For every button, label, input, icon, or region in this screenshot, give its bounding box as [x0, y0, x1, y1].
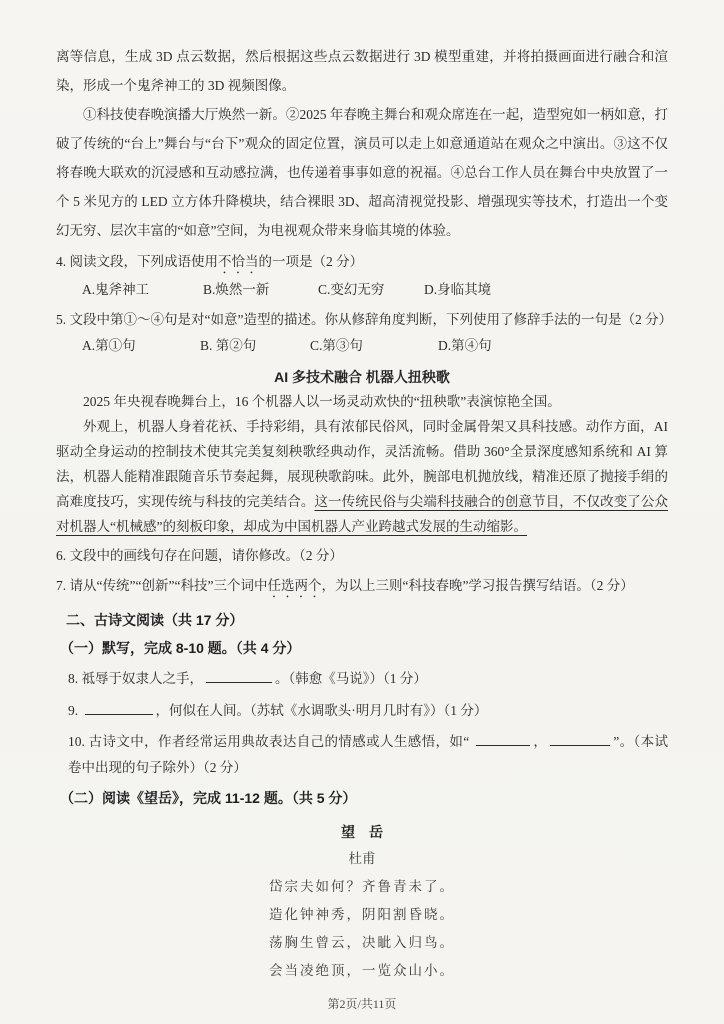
poem-line: 荡胸生曾云，决眦入归鸟。 [269, 935, 455, 950]
text-segment: 10. 古诗文中，作者经常运用典故表达自己的情感或人生感悟，如“ [68, 734, 473, 749]
question-10-prompt [56, 729, 668, 781]
paragraph-robots-intro: 2025 年央视春晚舞台上，16 个机器人以一场灵动欢快的“扭秧歌”表演惊艳全国。 [83, 394, 561, 409]
option-b: B.焕然一新 [203, 282, 270, 297]
poem-line: 会当凌绝顶，一览众山小。 [269, 963, 455, 978]
page-number-footer: 第2页/共11页 [327, 997, 397, 1011]
article-heading-ai-yangge: AI 多技术融合 机器人扭秧歌 [274, 369, 450, 385]
text-segment: 不恰当 [218, 254, 259, 269]
text-segment: 的一项是（2 分） [258, 254, 364, 269]
option-a: A.第①句 [82, 338, 136, 353]
option-a: A.鬼斧神工 [82, 282, 150, 297]
answer-blank [85, 701, 153, 715]
question-6-prompt: 6. 文段中的画线句存在问题，请你修改。（2 分） [56, 548, 343, 563]
answer-blank [206, 669, 272, 683]
text-segment: ，何似在人间。（苏轼《水调歌头·明月几时有》）（1 分） [155, 703, 488, 718]
answer-blank [550, 732, 610, 746]
text-segment: 8. 祗辱于奴隶人之手， [68, 671, 203, 686]
paragraph-ruyi-stage: ①科技使春晚演播大厅焕然一新。②2025 年春晚主舞台和观众席连在一起，造型宛如一柄如意，打破了传统的“台上”舞台与“台下”观众的固定位置，演员可以走上如意通道站在观众之中演出。③这不仅将春晚大联欢的沉浸感和互动感拉满，也传递着事事如意的祝福。④总台工作人员在舞台中央放置了一个 5 米见方的 LED 立方体升降模块，结合裸眼 3D、超高清视觉投影、增强现实等技术，打造出一个变幻无穷、层次丰富的“如意”空间，为电视观众带来身临其境的体验。 [56, 107, 668, 238]
section-2-header: 二、古诗文阅读（共 17 分） [66, 612, 244, 628]
text-segment: ，为以上三则“科技春晚”学习报告撰写结语。（2 分） [321, 578, 634, 593]
poem-line: 造化钟神秀，阴阳割昏晓。 [269, 907, 455, 922]
paragraph-robots-detail [56, 414, 668, 539]
subsection-2-header: （二）阅读《望岳》，完成 11-12 题。（共 5 分） [60, 790, 357, 806]
poem-title: 望 岳 [341, 824, 383, 840]
question-7-prompt [56, 573, 668, 601]
text-segment: 这一传统民俗与尖端科技融合的创意节目，不仅改变了公众对机器人“机械感”的刻板印象，却成为中国机器人产业跨越式发展的生动缩影。 [56, 494, 669, 534]
answer-blank [476, 732, 530, 746]
text-segment: 。（韩愈《马说》）（1 分） [275, 671, 427, 686]
poem-wang-yue [56, 819, 668, 985]
question-4-prompt [56, 249, 668, 277]
option-d: D.第④句 [438, 338, 492, 353]
option-c: C.第③句 [310, 338, 363, 353]
text-segment: ”。（本试卷中出现的句子除外）（2 分） [68, 734, 668, 775]
question-4-options [56, 277, 668, 303]
text-segment: 7. 请从“传统”“创新”“科技”三个词中 [56, 578, 268, 593]
poem-line: 岱宗夫如何？齐鲁青未了。 [269, 879, 455, 894]
text-segment: 4. 阅读文段，下列成语使用 [56, 254, 218, 269]
poem-author: 杜甫 [348, 851, 376, 866]
paragraph-3d-continuation: 离等信息，生成 3D 点云数据，然后根据这些点云数据进行 3D 模型重建，并将拍摄画面进行融合和渲染，形成一个鬼斧神工的 3D 视频图像。 [56, 49, 668, 93]
text-segment: 9. [68, 703, 82, 718]
option-c: C.变幻无穷 [318, 282, 385, 297]
text-segment: 任选两个 [267, 578, 322, 593]
question-5-prompt: 5. 文段中第①～④句是对“如意”造型的描述。你从修辞角度判断，下列使用了修辞手法的一句是（2 分） [56, 312, 673, 327]
text-segment: 外观上，机器人身着花袄、手持彩绢，具有浓郁民俗风，同时金属骨架又具科技感。动作方面，AI 驱动全身运动的控制技术使其完美复刻秧歌经典动作，灵活流畅。借助 360°全景深度感知系统和 AI 算法，机器人能精准跟随音乐节奏起舞，展现秧歌韵味。此外，腕部电机抛放线，精准还原了抛接手绢的高难度技巧，实现传统与科技的完美结合。 [56, 419, 668, 509]
question-9-prompt [56, 697, 668, 725]
text-segment: ， [533, 734, 548, 749]
option-b: B. 第②句 [200, 338, 257, 353]
subsection-1-header: （一）默写，完成 8-10 题。（共 4 分） [60, 640, 301, 656]
question-5-options [56, 333, 668, 359]
question-8-prompt [56, 665, 668, 693]
option-d: D.身临其境 [424, 282, 492, 297]
